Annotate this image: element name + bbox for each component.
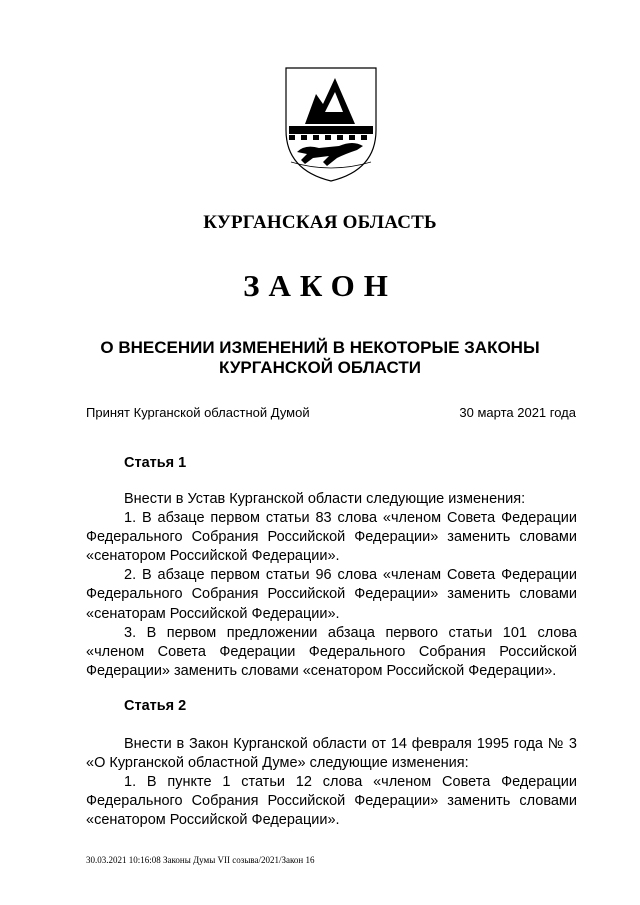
document-type-title: ЗАКОН	[243, 268, 397, 303]
article-2-body	[86, 735, 577, 830]
article-1-paragraph-intro: Внести в Устав Курганской области следующие изменения:	[124, 491, 526, 507]
law-subject	[60, 338, 580, 378]
adoption-line	[86, 405, 576, 420]
coat-of-arms-icon	[283, 66, 379, 184]
adopted-by-text: Принят Курганской областной Думой	[86, 405, 310, 420]
law-subject-line-2: КУРГАНСКОЙ ОБЛАСТИ	[219, 358, 421, 377]
article-1-item-1: 1. В абзаце первом статьи 83 слова «членом Совета Федерации Федерального Собрания Российской Федерации» заменить словами «сенатором Российской Федерации».	[86, 510, 577, 565]
footer-metadata: 30.03.2021 10:16:08 Законы Думы VII созыва/2021/Закон 16	[86, 855, 315, 865]
law-subject-line-1: О ВНЕСЕНИИ ИЗМЕНЕНИЙ В НЕКОТОРЫЕ ЗАКОНЫ	[100, 338, 540, 357]
region-title: КУРГАНСКАЯ ОБЛАСТЬ	[203, 212, 437, 233]
article-1-heading: Статья 1	[124, 455, 187, 471]
article-1-body	[86, 490, 577, 681]
article-2-item-1: 1. В пункте 1 статьи 12 слова «членом Совета Федерации Федерального Собрания Российской Федерации» заменить словами «сенатором Российской Федерации».	[86, 774, 577, 829]
article-2-paragraph-intro: Внести в Закон Курганской области от 14 февраля 1995 года № 3 «О Курганской областной Думе» следующие изменения:	[86, 736, 577, 772]
article-1-item-3: 3. В первом предложении абзаца первого статьи 101 слова «членом Совета Федерации Федерального Собрания Российской Федерации» заменить словами «сенатором Российской Федерации».	[86, 624, 577, 679]
article-2-heading: Статья 2	[124, 698, 187, 714]
article-1-item-2: 2. В абзаце первом статьи 96 слова «членам Совета Федерации Федерального Собрания Российской Федерации» заменить словами «сенаторам Российской Федерации».	[86, 567, 577, 622]
adoption-date: 30 марта 2021 года	[459, 405, 576, 420]
